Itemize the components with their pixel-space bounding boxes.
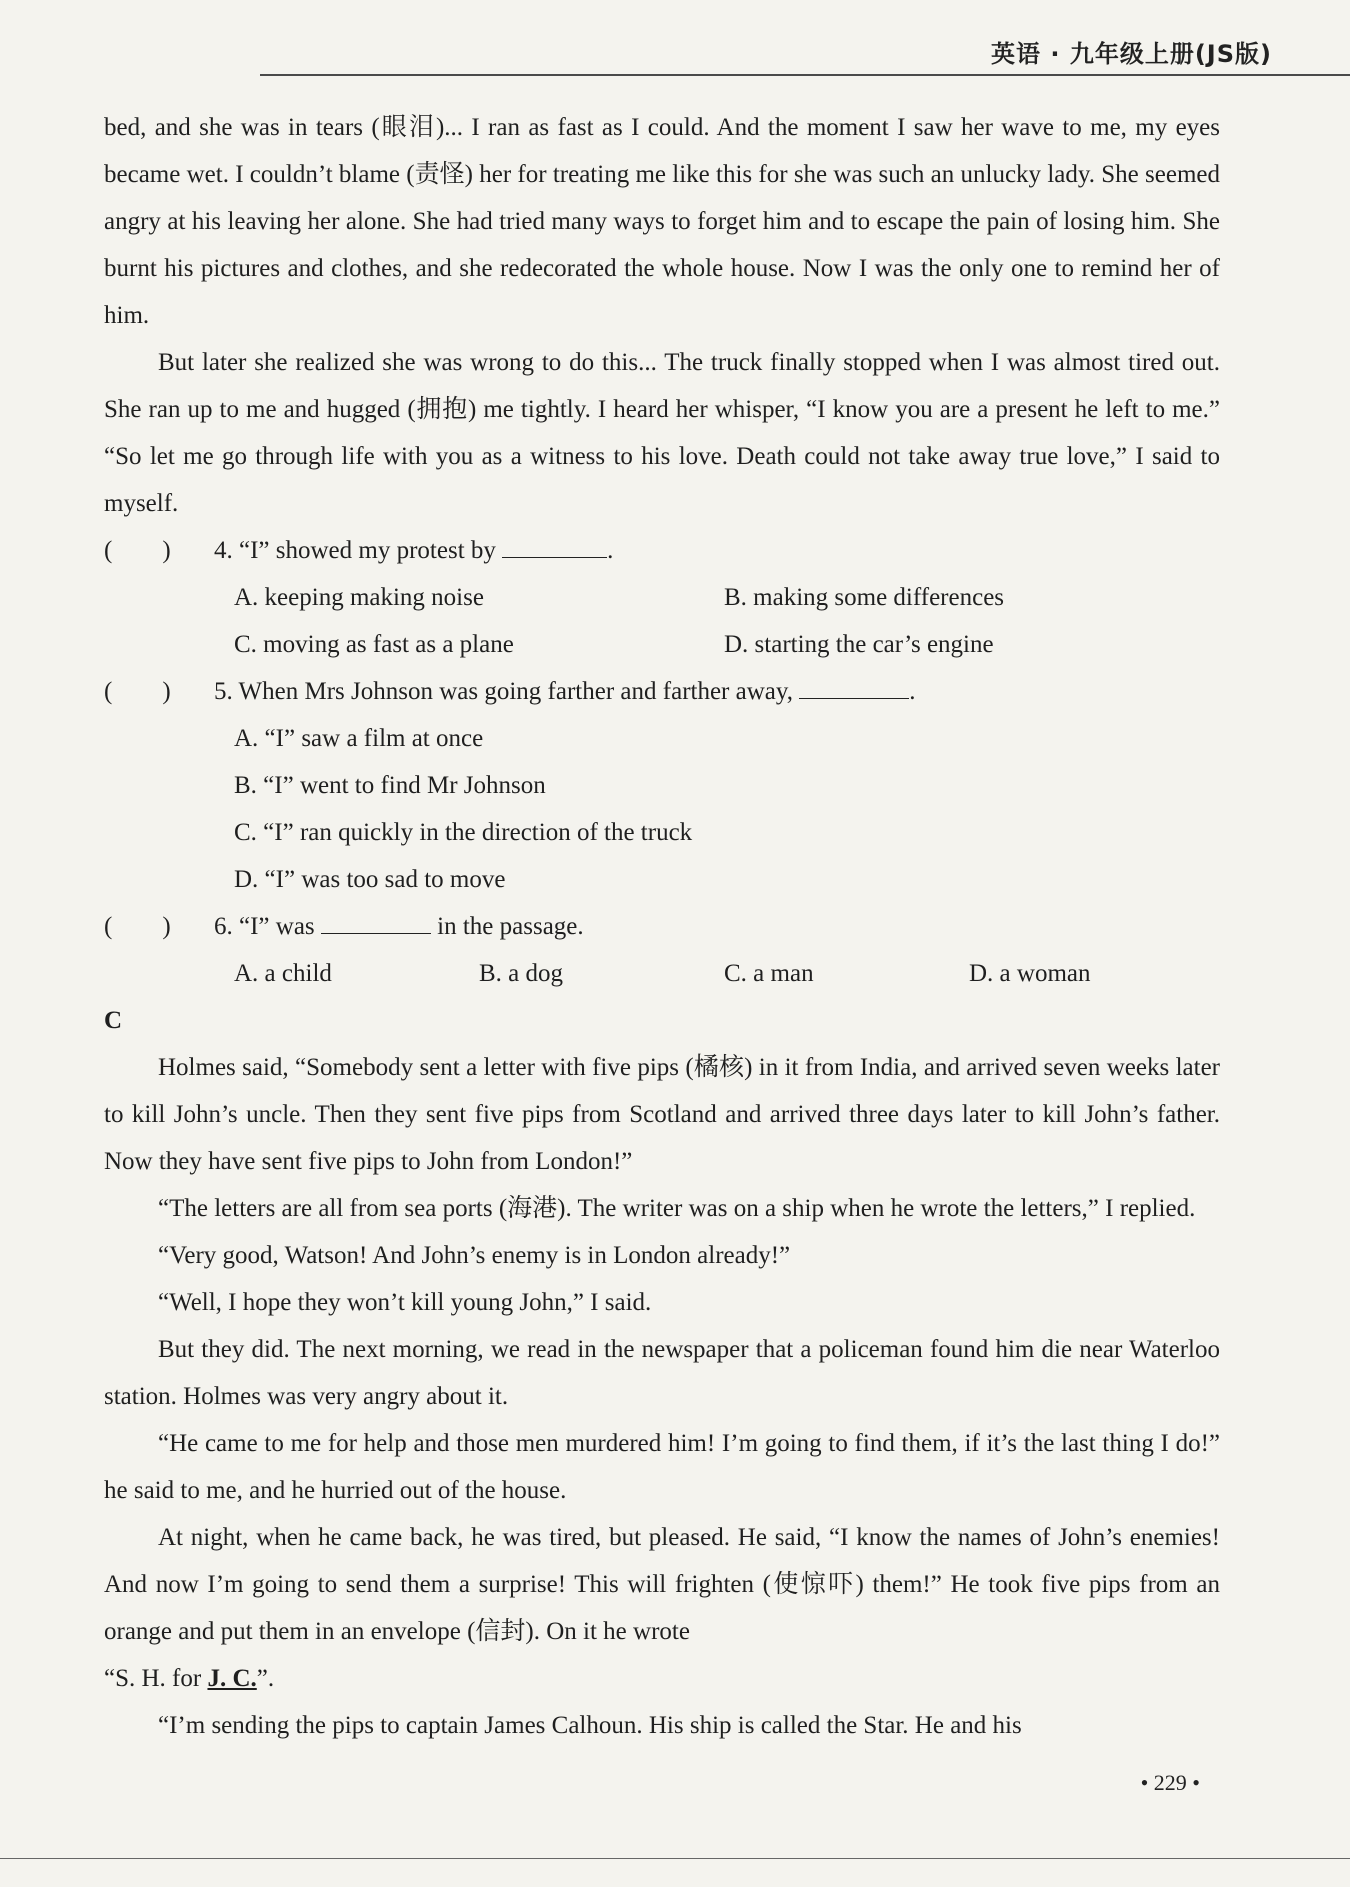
question-stem: 5. When Mrs Johnson was going farther and farther away, . (214, 668, 916, 715)
option-d: D. a woman (969, 960, 1091, 987)
answer-paren[interactable]: ( ) (104, 913, 171, 940)
question-6 (104, 903, 1220, 950)
passage-paragraph: At night, when he came back, he was tired, but pleased. He said, “I know the names of John’s enemies! And now I’m going to send them a surprise! This will frighten (使惊吓) them!” He took five pips from an orange and put them in an envelope (信封). On it he wrote (104, 1524, 1220, 1645)
question-stem: 4. “I” showed my protest by . (214, 527, 613, 574)
option-d: D. “I” was too sad to move (234, 866, 506, 893)
answer-blank[interactable] (799, 668, 909, 699)
passage-paragraph: bed, and she was in tears (眼泪)... I ran as fast as I could. And the moment I saw her wave to me, my eyes became wet. I couldn’t blame (责怪) her for treating me like this for she was such an unlucky lady. She seemed angry at his leaving her alone. She had tried many ways to forget him and to escape the pain of losing him. She burnt his pictures and clothes, and she redecorated the whole house. Now I was the only one to remind her of him. (104, 114, 1220, 329)
option-c: C. “I” ran quickly in the direction of the truck (234, 819, 693, 846)
passage-paragraph: “Well, I hope they won’t kill young John,” I said. (158, 1289, 652, 1316)
passage-line: “S. H. for J. C.”. (104, 1665, 275, 1692)
question-stem: 6. “I” was in the passage. (214, 903, 584, 950)
answer-blank[interactable] (502, 527, 607, 558)
passage-paragraph: “Very good, Watson! And John’s enemy is in London already!” (158, 1242, 791, 1269)
section-heading: C (104, 1007, 123, 1034)
passage-paragraph: “The letters are all from sea ports (海港). The writer was on a ship when he wrote the letters,” I replied. (158, 1195, 1196, 1222)
passage-paragraph: “He came to me for help and those men murdered him! I’m going to find them, if it’s the last thing I do!” he said to me, and he hurried out of the house. (104, 1430, 1220, 1504)
passage-paragraph: “I’m sending the pips to captain James Calhoun. His ship is called the Star. He and his (158, 1712, 1022, 1739)
options-row (104, 621, 1220, 668)
underlined-initials: J. C. (207, 1665, 257, 1692)
header-rule (260, 74, 1350, 76)
page-content (104, 104, 1220, 1749)
option-b: B. making some differences (724, 584, 1005, 611)
option-c: C. a man (724, 960, 814, 987)
passage-paragraph: But later she realized she was wrong to do this... The truck finally stopped when I was almost tired out. She ran up to me and hugged (拥抱) me tightly. I heard her whisper, “I know you are a present he left to me.” “So let me go through life with you as a witness to his love. Death could not take away true love,” I said to myself. (104, 349, 1220, 517)
answer-paren[interactable]: ( ) (104, 537, 171, 564)
option-a: A. a child (234, 960, 332, 987)
passage-paragraph: But they did. The next morning, we read in the newspaper that a policeman found him die near Waterloo station. Holmes was very angry about it. (104, 1336, 1220, 1410)
question-5 (104, 668, 1220, 715)
option-b: B. “I” went to find Mr Johnson (234, 772, 546, 799)
option-d: D. starting the car’s engine (724, 631, 994, 658)
question-4 (104, 527, 1220, 574)
answer-paren[interactable]: ( ) (104, 678, 171, 705)
header-title: 英语 · 九年级上册(JS版) (991, 40, 1272, 68)
answer-blank[interactable] (321, 903, 431, 934)
options-row (104, 574, 1220, 621)
option-a: A. keeping making noise (234, 584, 484, 611)
option-c: C. moving as fast as a plane (234, 631, 514, 658)
passage-paragraph: Holmes said, “Somebody sent a letter with five pips (橘核) in it from India, and arrived seven weeks later to kill John’s uncle. Then they sent five pips from Scotland and arrived three days later to kill John’s father. Now they have sent five pips to John from London!” (104, 1054, 1220, 1175)
page-number: • 229 • (1140, 1770, 1200, 1795)
footer-rule (0, 1858, 1350, 1859)
option-b: B. a dog (479, 960, 564, 987)
options-row (104, 950, 1220, 997)
option-a: A. “I” saw a film at once (234, 725, 484, 752)
